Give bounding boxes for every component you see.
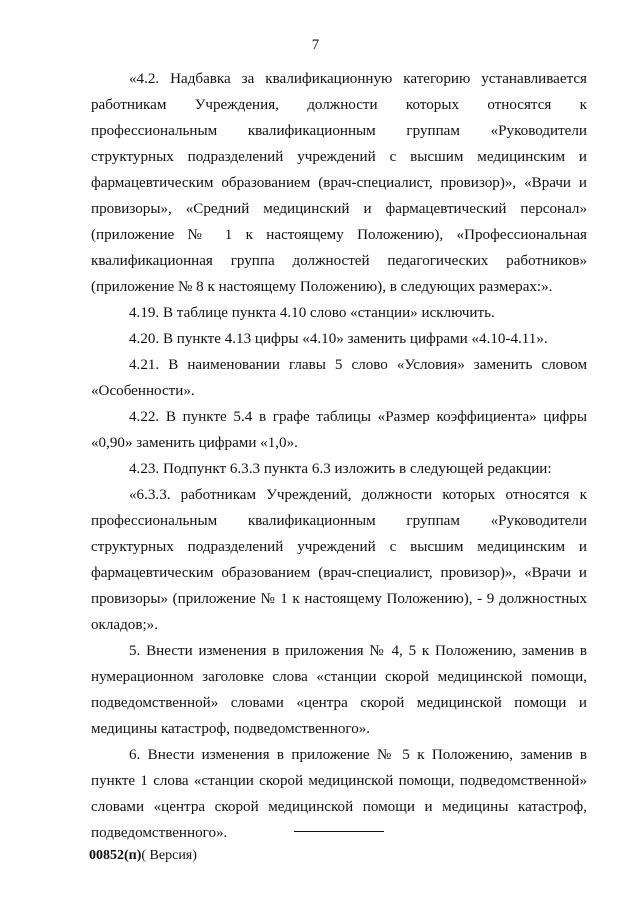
paragraph-4-21: 4.21. В наименовании главы 5 слово «Условия» заменить словом «Особенности». bbox=[91, 357, 587, 399]
paragraph-5: 5. Внести изменения в приложения № 4, 5 к Положению, заменив в нумерационном заголовке слова «станции скорой медицинской помощи, подведомственной» словами «центра скорой медицинской помощи и медицины катастроф, подведомственного». bbox=[91, 643, 587, 737]
paragraph-4-2: «4.2. Надбавка за квалификационную категорию устанавливается работникам Учреждения, должности которых относятся к профессиональным квалификационным группам «Руководители структурных подразделений учреждений с высшим медицинским и фармацевтическим образованием (врач-специалист, провизор)», «Врачи и провизоры», «Средний медицинский и фармацевтический персонал» (приложение № 1 к настоящему Положению), «Профессиональная квалификационная группа должностей педагогических работников» (приложение № 8 к настоящему Положению), в следующих размерах:». bbox=[91, 71, 587, 295]
paragraph-4-19: 4.19. В таблице пункта 4.10 слово «станции» исключить. bbox=[129, 305, 495, 321]
paragraph-4-20: 4.20. В пункте 4.13 цифры «4.10» заменить цифрами «4.10-4.11». bbox=[129, 331, 548, 347]
document-code-number: 00852(п) bbox=[89, 848, 142, 863]
paragraph-4-23: 4.23. Подпункт 6.3.3 пункта 6.3 изложить в следующей редакции: bbox=[129, 461, 552, 477]
separator-line bbox=[294, 831, 384, 832]
paragraph-6-3-3: «6.3.3. работникам Учреждений, должности которых относятся к профессиональным квалификационным группам «Руководители структурных подразделений учреждений с высшим медицинским и фармацевтическим образованием (врач-специалист, провизор)», «Врачи и провизоры» (приложение № 1 к настоящему Положению), - 9 должностных окладов;». bbox=[91, 487, 587, 633]
document-code bbox=[89, 848, 197, 864]
page-number: 7 bbox=[311, 37, 320, 53]
document-body bbox=[91, 66, 587, 846]
paragraph-6: 6. Внести изменения в приложение № 5 к Положению, заменив в пункте 1 слова «станции скорой медицинской помощи, подведомственной» словами «центра скорой медицинской помощи и медицины катастроф, подведомственного». bbox=[91, 747, 587, 841]
document-version: ( Версия) bbox=[141, 848, 197, 863]
paragraph-4-22: 4.22. В пункте 5.4 в графе таблицы «Размер коэффициента» цифры «0,90» заменить цифрами «1,0». bbox=[91, 409, 587, 451]
